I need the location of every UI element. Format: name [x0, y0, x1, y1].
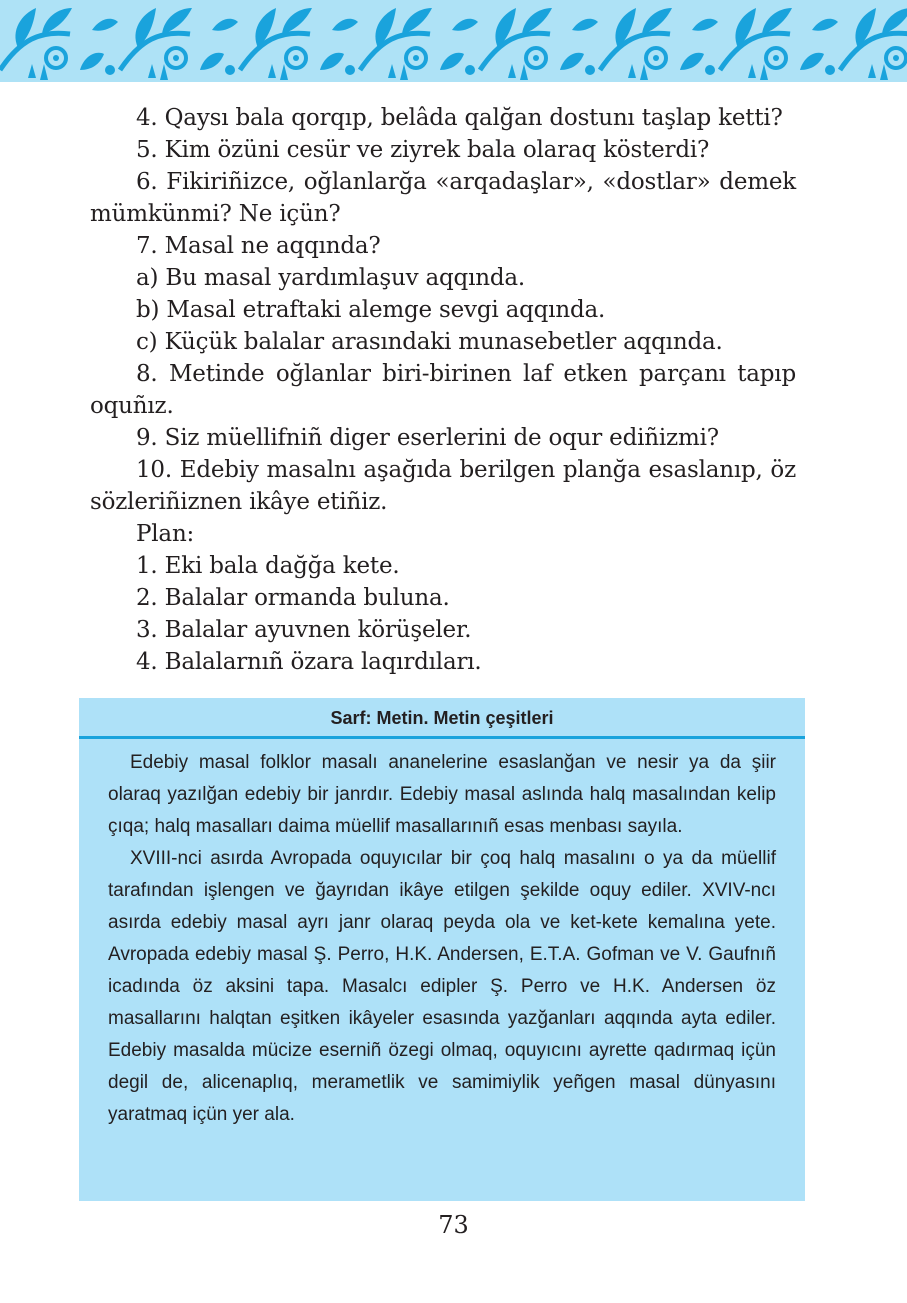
plan-item: 1. Eki bala dağğa kete.	[136, 553, 400, 579]
floral-ornament-header	[0, 0, 907, 82]
answer-option: a) Bu masal yardımlaşuv aqqında.	[136, 265, 525, 291]
plan-item: 3. Balalar ayuvnen körüşeler.	[136, 617, 472, 643]
grammar-paragraph: Edebiy masal folklor masalı ananelerine esaslanğan ve nesir ya da şiir olaraq yazılğan edebiy bir janrdır. Edebiy masal aslında halq masalından kelip çıqa; halq masalları daima müellif masallarınıñ esas menbası sayıla.	[108, 752, 776, 837]
question-line: 8. Metinde oğlanlar biri-birinen laf etken parçanı tapıp oquñız.	[90, 361, 796, 419]
page-number: 73	[438, 1211, 469, 1239]
question-line: 7. Masal ne aqqında?	[136, 233, 381, 259]
floral-pattern-icon	[0, 0, 907, 82]
plan-item: 4. Balalarnıñ özara laqırdıları.	[136, 649, 482, 675]
grammar-box-title: Sarf: Metin. Metin çeşitleri	[79, 698, 805, 739]
question-line: 6. Fikiriñizce, oğlanlarğa «arqadaşlar», «dostlar» demek mümkünmi? Ne içün?	[90, 169, 796, 227]
question-line: 10. Edebiy masalnı aşağıda berilgen planğa esaslanıp, öz sözleriñiznen ikâye etiñiz.	[90, 457, 796, 515]
question-line: 9. Siz müellifniñ diger eserlerini de oqur ediñizmi?	[136, 425, 719, 451]
grammar-info-box	[79, 698, 805, 1201]
grammar-paragraph: XVIII-nci asırda Avropada oquyıcılar bir çoq halq masalını o ya da müellif tarafından işlengen ve ğayrıdan ikâye etilgen şekilde oquy ediler. XVIV-ncı asırda edebiy masal ayrı janr olaraq peyda ola ve ket-kete kemalına yete. Avropada edebiy masal Ş. Perro, H.K. Andersen, E.T.A. Gofman ve V. Gaufnıñ icadında öz aksini tapa. Masalcı edipler Ş. Perro ve H.K. Andersen öz masallarını halqtan eşitken ikâyeler esasında yazğanları aqqında ayta ediler. Edebiy masalda mücize eserniñ özegi olmaq, oquyıcını ayrette qadırmaq içün degil de, alicenaplıq, merametlik ve samimiylik yeñgen masal dünyasını yaratmaq içün yer ala.	[108, 848, 776, 1125]
answer-option: b) Masal etraftaki alemge sevgi aqqında.	[136, 297, 606, 323]
question-line: 5. Kim özüni cesür ve ziyrek bala olaraq kösterdi?	[136, 137, 710, 163]
plan-heading: Plan:	[136, 521, 195, 547]
question-line: 4. Qaysı bala qorqıp, belâda qalğan dostunı taşlap ketti?	[136, 105, 783, 131]
answer-option: c) Küçük balalar arasındaki munasebetler aqqında.	[136, 329, 723, 355]
grammar-box-body	[79, 739, 805, 1131]
questions-list	[90, 102, 796, 678]
plan-item: 2. Balalar ormanda buluna.	[136, 585, 450, 611]
